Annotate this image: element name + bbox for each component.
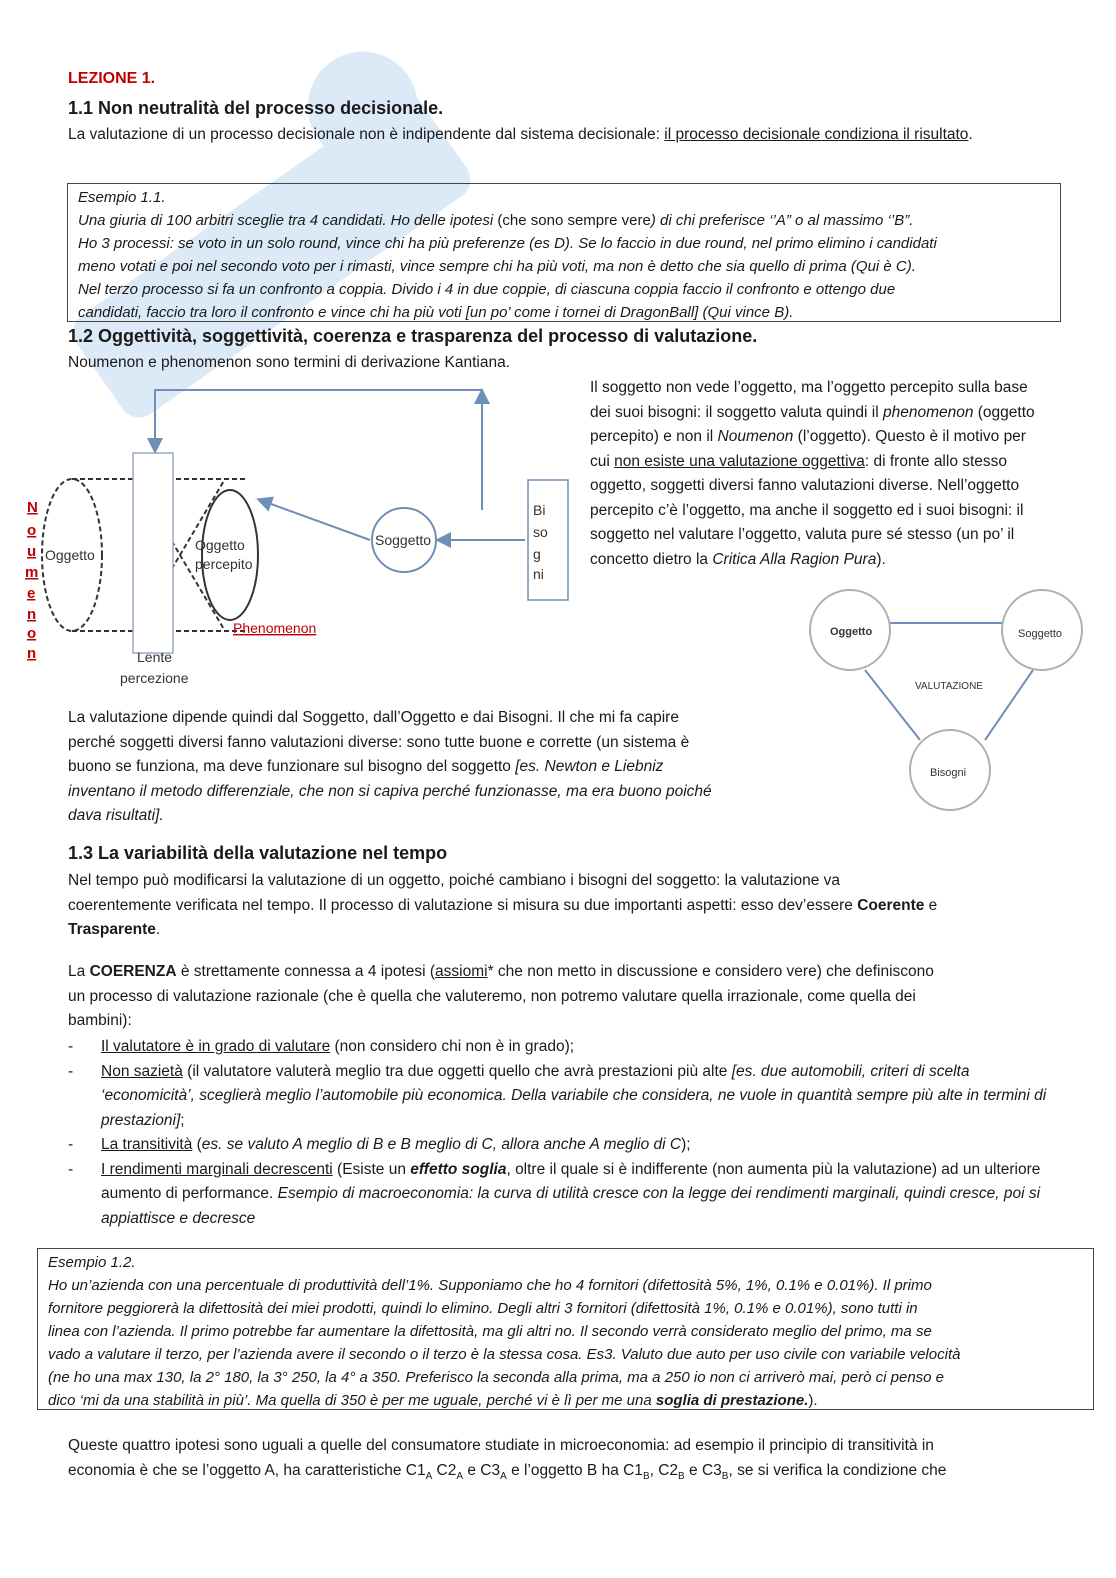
- svg-text:percepito: percepito: [195, 556, 253, 572]
- soggetto-label: Soggetto: [375, 532, 432, 548]
- svg-text:Bi: Bi: [533, 502, 546, 518]
- list-item: - I rendimenti marginali decrescenti (Esiste un effetto soglia, oltre il quale si è indifferente (non aumenta più la valutazione) ad un ulteriore aumento di performance. Esempio di macroeconomia: la curva di utilità cresce con la legge dei rendimenti marginali, quindi cresce, poi si appiattisce e decresce: [68, 1158, 1053, 1232]
- noumenon-vertical-label: [25, 499, 38, 662]
- svg-text:percezione: percezione: [120, 670, 189, 686]
- svg-text:N: N: [27, 499, 38, 516]
- example-title: Esempio 1.1.: [78, 189, 166, 206]
- svg-text:so: so: [533, 524, 548, 540]
- section-1-1-title: 1.1 Non neutralità del processo decisionale.: [68, 98, 444, 118]
- axioms-list: [68, 1035, 1053, 1231]
- example-1-1-box: Esempio 1.1. Una giuria di 100 arbitri sceglie tra 4 candidati. Ho delle ipotesi (che sono sempre vere) di chi preferisce ‘’A” o al massimo ‘’B”. Ho 3 processi: se voto in un solo round, vince chi ha più preferenze (es D). Se lo faccio in due round, nel primo elimino i candidati meno votati e poi nel secondo voto per i rimasti, vince sempre chi ha più voti, ma non è detto che sia quello di prima (Qui è C). Nel terzo processo si fa un confronto a coppia. Divido i 4 in due coppie, di ciascuna coppia faccio il confronto e ottengo due candidati, faccio tra loro il confronto e vince chi ha più voti [un po’ come i tornei di DragonBall] (Qui vince B).: [67, 183, 1061, 322]
- oggetto-label: Oggetto: [45, 547, 95, 563]
- svg-text:o: o: [27, 522, 37, 539]
- svg-text:n: n: [27, 645, 37, 662]
- valutazione-label: VALUTAZIONE: [915, 681, 983, 692]
- bisogni-box: [528, 480, 568, 600]
- svg-text:Soggetto: Soggetto: [1018, 628, 1063, 640]
- list-item: - Non sazietà (il valutatore valuterà meglio tra due oggetti quello che avrà prestazioni più alte [es. due automobili, criteri di scelta ‘economicità’, sceglierà meglio l’automobile più economica. Della variabile che considera, ne vuole in quantità sempre più alte in termini di prestazioni];: [68, 1060, 1053, 1134]
- example-1-2-box: Esempio 1.2. Ho un’azienda con una percentuale di produttività dell’1%. Supponiamo che ho 4 fornitori (difettosità 5%, 1%, 0.1% e 0.01%). Il primo fornitore peggiorerà la difettosità dei miei prodotti, quindi lo elimino. Degli altri 3 fornitori (difettosità 1%, 0.1% e 0.01%), sono tutti in linea con l’azienda. Il primo potrebbe far aumentare la difettosità, ma gli altri no. Il secondo verrà considerato meglio del primo, ma se vado a valutare il terzo, per l’azienda avere il secondo o il terzo è la stessa cosa. Es3. Valuto due auto per uso civile con variabile velocità (ne ho una max 130, la 2° 180, la 3° 250, la 4° a 350. Preferisco la seconda alla prima, ma a 250 io non ci arriverò mai, però ci penso e dico ‘mi da una stabilità in più’. Ma quella di 350 è per me uguale, perché vi è lì per me una soglia di prestazione.).: [37, 1248, 1094, 1410]
- lesson-heading: LEZIONE 1.: [68, 70, 156, 87]
- section-1-3-title: 1.3 La variabilità della valutazione nel tempo: [68, 843, 448, 863]
- svg-text:g: g: [533, 546, 541, 562]
- oggetto-percepito-label: Oggetto: [195, 537, 245, 553]
- section-1-1-text: La valutazione di un processo decisionale non è indipendente dal sistema decisionale: il processo decisionale condiziona il risultato.: [68, 126, 973, 143]
- svg-text:o: o: [27, 625, 37, 642]
- svg-text:m: m: [25, 564, 39, 581]
- svg-text:Bisogni: Bisogni: [930, 767, 967, 779]
- valutazione-triangle-diagram: [805, 580, 1090, 820]
- list-item: - La transitività (es. se valuto A meglio di B e B meglio di C, allora anche A meglio di C);: [68, 1133, 1053, 1158]
- svg-text:u: u: [27, 543, 37, 560]
- section-1-3-text: Nel tempo può modificarsi la valutazione di un oggetto, poiché cambiano i bisogni del soggetto: la valutazione va coerentemente verificata nel tempo. Il processo di valutazione si misura su due importanti aspetti: esso dev’essere Coerente e Trasparente.: [68, 872, 938, 938]
- noumenon-diagram: [15, 380, 585, 690]
- svg-text:e: e: [27, 585, 36, 602]
- section-1-2-title: 1.2 Oggettività, soggettività, coerenza e trasparenza del processo di valutazione.: [68, 326, 758, 346]
- example-title: Esempio 1.2.: [48, 1254, 136, 1271]
- section-1-2-intro: Noumenon e phenomenon sono termini di derivazione Kantiana.: [68, 354, 511, 371]
- phenomenon-label: Phenomenon: [233, 620, 317, 636]
- flow-arrows: [155, 390, 525, 540]
- dependence-paragraph: La valutazione dipende quindi dal Soggetto, dall’Oggetto e dai Bisogni. Il che mi fa capire perché soggetti diversi fanno valutazioni diverse: sono tutte buone e corrette (un sistema è buono se funziona, ma deve funzionare sul bisogno del soggetto [es. Newton e Liebniz inventano il metodo differenziale, che non si capiva perché funzionasse, ma era buono poiché dava risultati].: [68, 709, 712, 824]
- lens-rectangle: [133, 453, 173, 653]
- svg-text:ni: ni: [533, 566, 544, 582]
- final-paragraph: Queste quattro ipotesi sono uguali a quelle del consumatore studiate in microeconomia: ad esempio il principio di transitività in economia è che se l’oggetto A, ha caratteristiche $C1_A$ $C2_A$ e $C3_A$ e l’oggetto B ha $C1_B$, $C2_B$ e $C3_B$, se si verifica la condizione che: [68, 1437, 947, 1482]
- svg-text:n: n: [27, 606, 37, 623]
- section-1-2-right-text: Il soggetto non vede l’oggetto, ma l’oggetto percepito sulla base dei suoi bisogni: il soggetto valuta quindi il phenomenon (oggetto percepito) e non il Noumenon (l’oggetto). Questo è il motivo per cui non esiste una valutazione oggettiva: di fronte allo stesso oggetto, soggetti diversi fanno valutazioni diverse. Nell’oggetto percepito c’è l’oggetto, ma anche il soggetto ed i suoi bisogni: il soggetto nel valutare l’oggetto, valuta pure sé stesso (un po’ il concetto dietro la Critica Alla Ragion Pura).: [590, 379, 1035, 568]
- svg-text:Oggetto: Oggetto: [830, 626, 873, 638]
- coerenza-paragraph: La COERENZA è strettamente connessa a 4 ipotesi (assiomi* che non metto in discussione e considero vere) che definiscono un processo di valutazione razionale (che è quella che valuteremo, non potremo valutare quella irrazionale, come quella dei bambini):: [68, 963, 934, 1029]
- lente-label: Lente: [137, 649, 173, 665]
- list-item: - Il valutatore è in grado di valutare (non considero chi non è in grado);: [68, 1035, 1053, 1060]
- oggetto-percepito-ellipse: [202, 490, 258, 620]
